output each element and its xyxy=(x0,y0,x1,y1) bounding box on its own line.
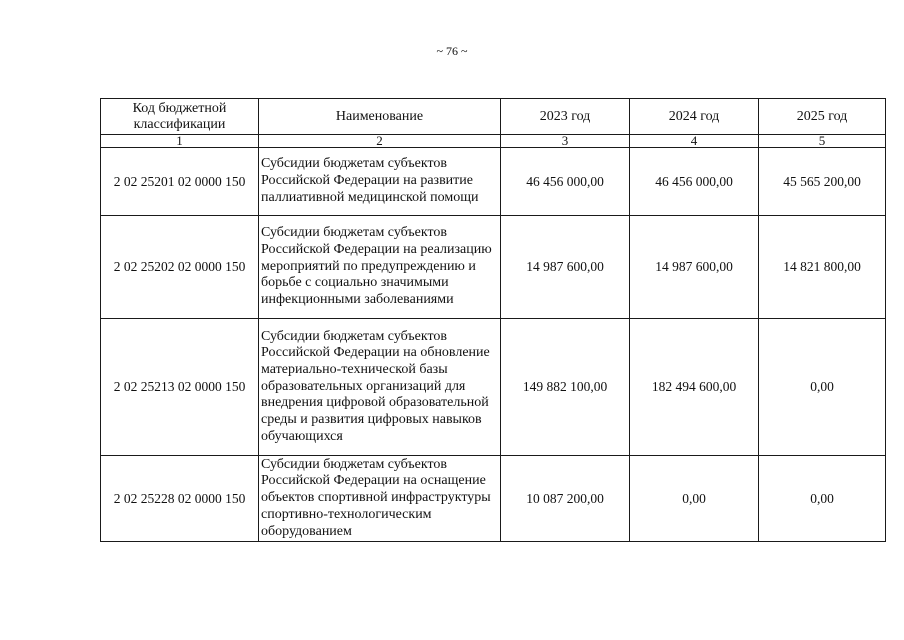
amount-2023: 46 456 000,00 xyxy=(501,148,630,216)
item-name: Субсидии бюджетам субъектов Российской Федерации на обновление материально-технической базы образовательных организаций для внедрения цифровой образовательной среды и развития цифровых навыков обучающихся xyxy=(259,319,501,456)
table-row xyxy=(101,148,886,216)
amount-2024: 14 987 600,00 xyxy=(630,216,759,319)
column-number: 3 xyxy=(501,135,630,148)
amount-2024: 182 494 600,00 xyxy=(630,319,759,456)
column-number: 2 xyxy=(259,135,501,148)
amount-2025: 14 821 800,00 xyxy=(759,216,886,319)
amount-2023: 10 087 200,00 xyxy=(501,456,630,542)
amount-2024: 0,00 xyxy=(630,456,759,542)
item-name: Субсидии бюджетам субъектов Российской Федерации на реализацию мероприятий по предупреждению и борьбе с социально значимыми инфекционными заболеваниями xyxy=(259,216,501,319)
column-number-row xyxy=(101,135,886,148)
page-number: ~ 76 ~ xyxy=(436,44,468,58)
amount-2024: 46 456 000,00 xyxy=(630,148,759,216)
budget-table xyxy=(100,98,886,542)
item-name: Субсидии бюджетам субъектов Российской Федерации на оснащение объектов спортивной инфраструктуры спортивно-технологическим оборудованием xyxy=(259,456,501,542)
table-row xyxy=(101,456,886,542)
header-2025: 2025 год xyxy=(759,99,886,135)
budget-code: 2 02 25228 02 0000 150 xyxy=(101,456,259,542)
column-number: 4 xyxy=(630,135,759,148)
amount-2023: 14 987 600,00 xyxy=(501,216,630,319)
header-code: Код бюджетной классификации xyxy=(101,99,259,135)
budget-code: 2 02 25202 02 0000 150 xyxy=(101,216,259,319)
table-row xyxy=(101,319,886,456)
amount-2025: 45 565 200,00 xyxy=(759,148,886,216)
column-number: 1 xyxy=(101,135,259,148)
column-number: 5 xyxy=(759,135,886,148)
header-name: Наименование xyxy=(259,99,501,135)
amount-2023: 149 882 100,00 xyxy=(501,319,630,456)
amount-2025: 0,00 xyxy=(759,319,886,456)
header-row xyxy=(101,99,886,135)
budget-code: 2 02 25213 02 0000 150 xyxy=(101,319,259,456)
item-name: Субсидии бюджетам субъектов Российской Федерации на развитие паллиативной медицинской помощи xyxy=(259,148,501,216)
amount-2025: 0,00 xyxy=(759,456,886,542)
budget-code: 2 02 25201 02 0000 150 xyxy=(101,148,259,216)
table-row xyxy=(101,216,886,319)
header-2024: 2024 год xyxy=(630,99,759,135)
header-2023: 2023 год xyxy=(501,99,630,135)
